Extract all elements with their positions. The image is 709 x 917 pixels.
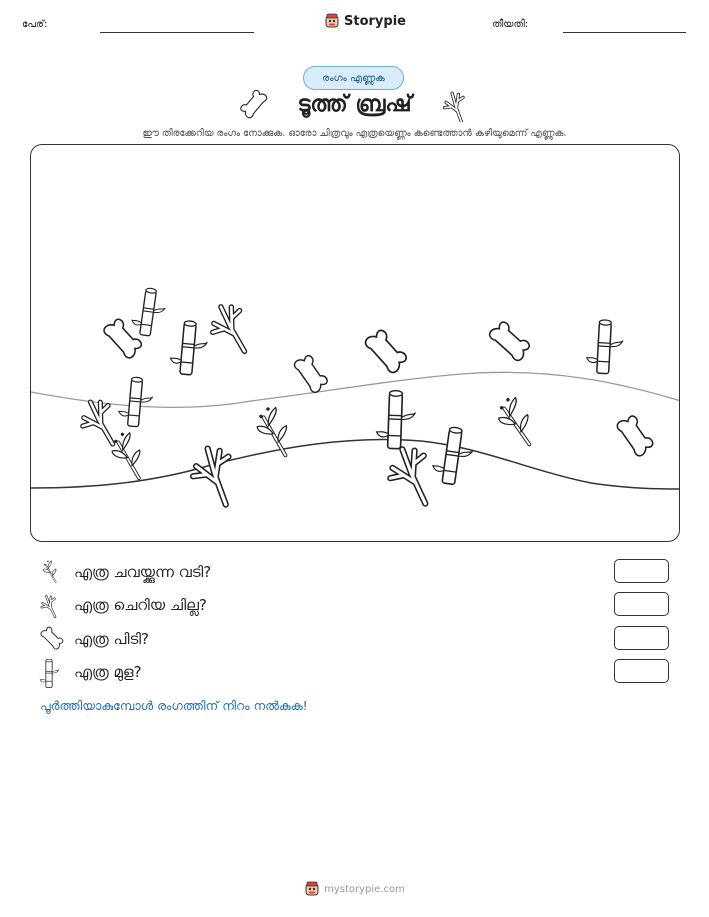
twig-item <box>204 300 259 361</box>
date-label: തീയതി: <box>492 19 529 30</box>
activity-tag: രംഗം എണ്ണുക <box>303 66 404 90</box>
answer-box[interactable] <box>614 626 669 650</box>
footer <box>0 881 709 897</box>
bamboo-item <box>130 286 168 337</box>
chew-stick-item <box>106 429 150 484</box>
bone-item <box>615 413 655 458</box>
bone-handle-icon <box>38 626 64 652</box>
brand-logo <box>324 13 406 29</box>
question-text: എത്ര മുള? <box>74 663 142 681</box>
answer-box[interactable] <box>614 659 669 683</box>
scene-illustration <box>31 145 680 542</box>
question-text: എത്ര പിടി? <box>74 630 150 648</box>
counting-scene <box>30 144 680 542</box>
storypie-mascot-icon <box>304 881 320 897</box>
bamboo-item <box>169 320 209 376</box>
question-row <box>38 592 678 620</box>
far-hill-line <box>31 372 680 407</box>
chew-stick-item <box>251 403 297 461</box>
bone-item <box>488 319 533 362</box>
answer-box[interactable] <box>614 592 669 616</box>
bone-item <box>363 327 409 375</box>
name-label: പേര്: <box>22 19 48 30</box>
bamboo-item <box>586 319 624 374</box>
question-row <box>38 626 678 654</box>
near-hill-line <box>31 439 680 489</box>
bone-item <box>293 353 330 394</box>
footer-site: mystorypie.com <box>324 883 405 895</box>
twig-icon <box>38 592 62 618</box>
instructions-text: ഈ തിരക്കേറിയ രംഗം നോക്കുക. ഓരോ ചിത്രവും എത്രയെണ്ണം കണ്ടെത്താൻ കഴിയുമെന്ന് എണ്ണുക. <box>142 128 567 139</box>
answer-box[interactable] <box>614 559 669 583</box>
finish-note: പൂർത്തിയാകുമ്പോൾ രംഗത്തിന് നിറം നൽകുക! <box>40 698 308 713</box>
name-field-line[interactable] <box>100 32 254 33</box>
brand-name: Storypie <box>344 13 406 29</box>
question-text: എത്ര ചവയ്ക്കുന്ന വടി? <box>74 563 212 581</box>
question-row <box>38 559 678 587</box>
question-row <box>38 659 678 687</box>
twig-item <box>186 443 244 512</box>
page-title: ടൂത്ത് ബ്രഷ് <box>297 92 412 117</box>
bamboo-item <box>117 376 154 428</box>
chew-stick-icon <box>38 559 62 585</box>
storypie-mascot-icon <box>324 13 340 29</box>
date-field-line[interactable] <box>563 32 686 33</box>
bamboo-item <box>430 425 475 486</box>
chew-stick-item <box>492 393 541 451</box>
question-text: എത്ര ചെറിയ ചില്ല? <box>74 596 207 614</box>
bamboo-icon <box>38 659 62 689</box>
twig-icon <box>442 90 470 122</box>
twig-item <box>381 442 442 512</box>
